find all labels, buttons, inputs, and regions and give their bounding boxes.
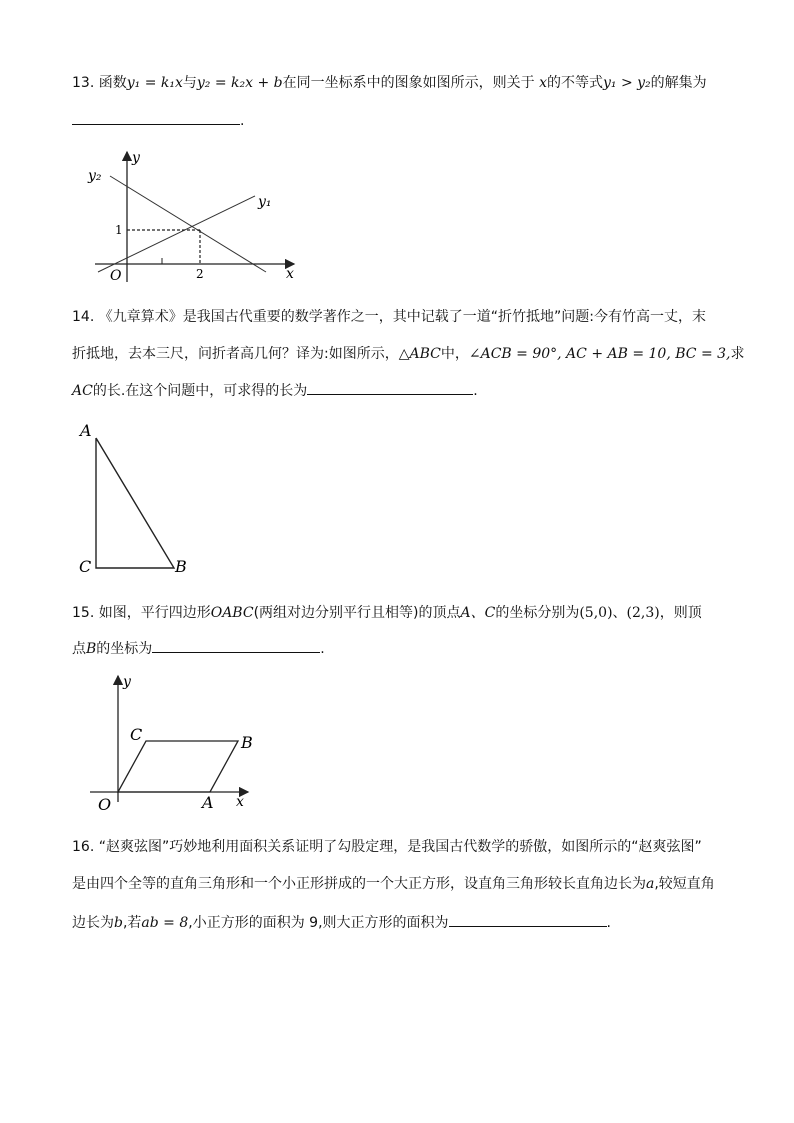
origin-label: O (110, 268, 122, 284)
q15-line2 (72, 640, 325, 658)
q15-coords: (5,0)、(2,3) (579, 605, 660, 621)
q13-line1 (72, 74, 707, 92)
q16-text: “赵爽弦图”巧妙地利用面积关系证明了勾股定理，是我国古代数学的骄傲，如图所示的“赵爽弦图” (98, 839, 702, 855)
q16-text: 边长为 (72, 915, 114, 931)
q14-ac: AC (72, 383, 93, 399)
q15-text: (两组对边分别平行且相等)的顶点 (253, 605, 461, 621)
q14-line2 (72, 345, 745, 363)
answer-blank[interactable] (307, 382, 473, 395)
vertex-b: B (175, 557, 187, 576)
q14-text: 的长.在这个问题中，可求得的长为 (92, 383, 308, 399)
q13-ineq: y₁ > y₂ (602, 75, 651, 91)
q15-figure (84, 672, 264, 817)
q15-b: B (86, 641, 97, 657)
q16-line1 (72, 838, 702, 856)
q15-text: 的坐标分别为 (495, 605, 580, 621)
q14-conditions: ∠ACB = 90°, AC + AB = 10, BC = 3, (468, 346, 731, 362)
vertex-a: A (202, 793, 214, 812)
q16-line2 (72, 875, 715, 893)
q13-eq1: y₁ = k₁x (126, 75, 183, 91)
q14-end: . (473, 383, 478, 399)
q13-number: 13. (72, 75, 95, 91)
answer-blank[interactable] (152, 640, 320, 653)
vertex-a: A (80, 421, 92, 440)
q16-b: b (114, 915, 123, 931)
q13-line2 (72, 112, 244, 130)
q14-text: 中， (440, 346, 469, 362)
line-y2 (110, 176, 266, 272)
q14-text: 《九章算术》是我国古代重要的数学著作之一，其中记载了一道“折竹抵地”问题:今有竹高一丈，末 (98, 309, 706, 325)
q15-text: 点 (72, 641, 86, 657)
q14-text: 折抵地，去本三尺，问折者高几何？译为:如图所示， (72, 346, 399, 362)
triangle-abc (96, 438, 174, 568)
q14-text: 求 (730, 346, 745, 362)
q13-text: 与 (182, 75, 197, 91)
q16-text: ,小正方形的面积为 9,则大正方形的面积为 (188, 915, 449, 931)
q15-text: ，则顶 (659, 605, 702, 621)
q16-text: ,较短直角 (654, 876, 715, 892)
vertex-o: O (98, 795, 112, 814)
x-axis-label: x (286, 266, 294, 282)
q16-text: ,若 (122, 915, 142, 931)
y1-label: y₁ (258, 194, 272, 210)
vertex-c: C (79, 557, 92, 576)
q14-line1 (72, 308, 706, 326)
q15-text: 的坐标为 (96, 641, 153, 657)
q13-eq2: y₂ = k₂x + b (196, 75, 283, 91)
q15-line1 (72, 604, 702, 622)
tick-y-label: 1 (115, 223, 123, 237)
vertex-b: B (241, 733, 253, 752)
q16-end: . (606, 915, 611, 931)
q13-text: 在同一坐标系中的图象如图所示，则关于 (282, 75, 535, 91)
q14-triangle: △ABC (398, 346, 441, 362)
q14-line3 (72, 382, 478, 400)
q15-oabc: OABC (210, 605, 254, 621)
q16-line3 (72, 914, 611, 932)
vertex-c: C (130, 725, 143, 744)
q14-figure (76, 420, 206, 580)
q13-graph (80, 148, 310, 288)
q16-a: a (646, 876, 655, 892)
answer-blank[interactable] (72, 112, 240, 125)
y-axis-label: y (132, 150, 140, 166)
parallelogram-oabc (118, 741, 238, 792)
q16-text: 是由四个全等的直角三角形和一个小正形拼成的一个大正方形，设直角三角形较长直角边长为 (72, 876, 646, 892)
x-axis-label: x (236, 794, 244, 810)
q13-text: 的解集为 (650, 75, 707, 91)
q15-ac: A、C (460, 605, 496, 621)
q14-number: 14. (72, 309, 95, 325)
q15-number: 15. (72, 605, 95, 621)
q13-var: x (539, 75, 547, 91)
tick-x-label: 2 (196, 267, 204, 281)
q13-end: . (240, 113, 245, 129)
q16-ab: ab = 8 (141, 915, 189, 931)
q15-end: . (320, 641, 325, 657)
q16-number: 16. (72, 839, 95, 855)
answer-blank[interactable] (449, 914, 607, 927)
y2-label: y₂ (88, 168, 102, 184)
y-axis-label: y (123, 674, 131, 690)
q13-text: 函数 (98, 75, 127, 91)
q15-text: 如图，平行四边形 (98, 605, 211, 621)
q13-text: 的不等式 (546, 75, 603, 91)
